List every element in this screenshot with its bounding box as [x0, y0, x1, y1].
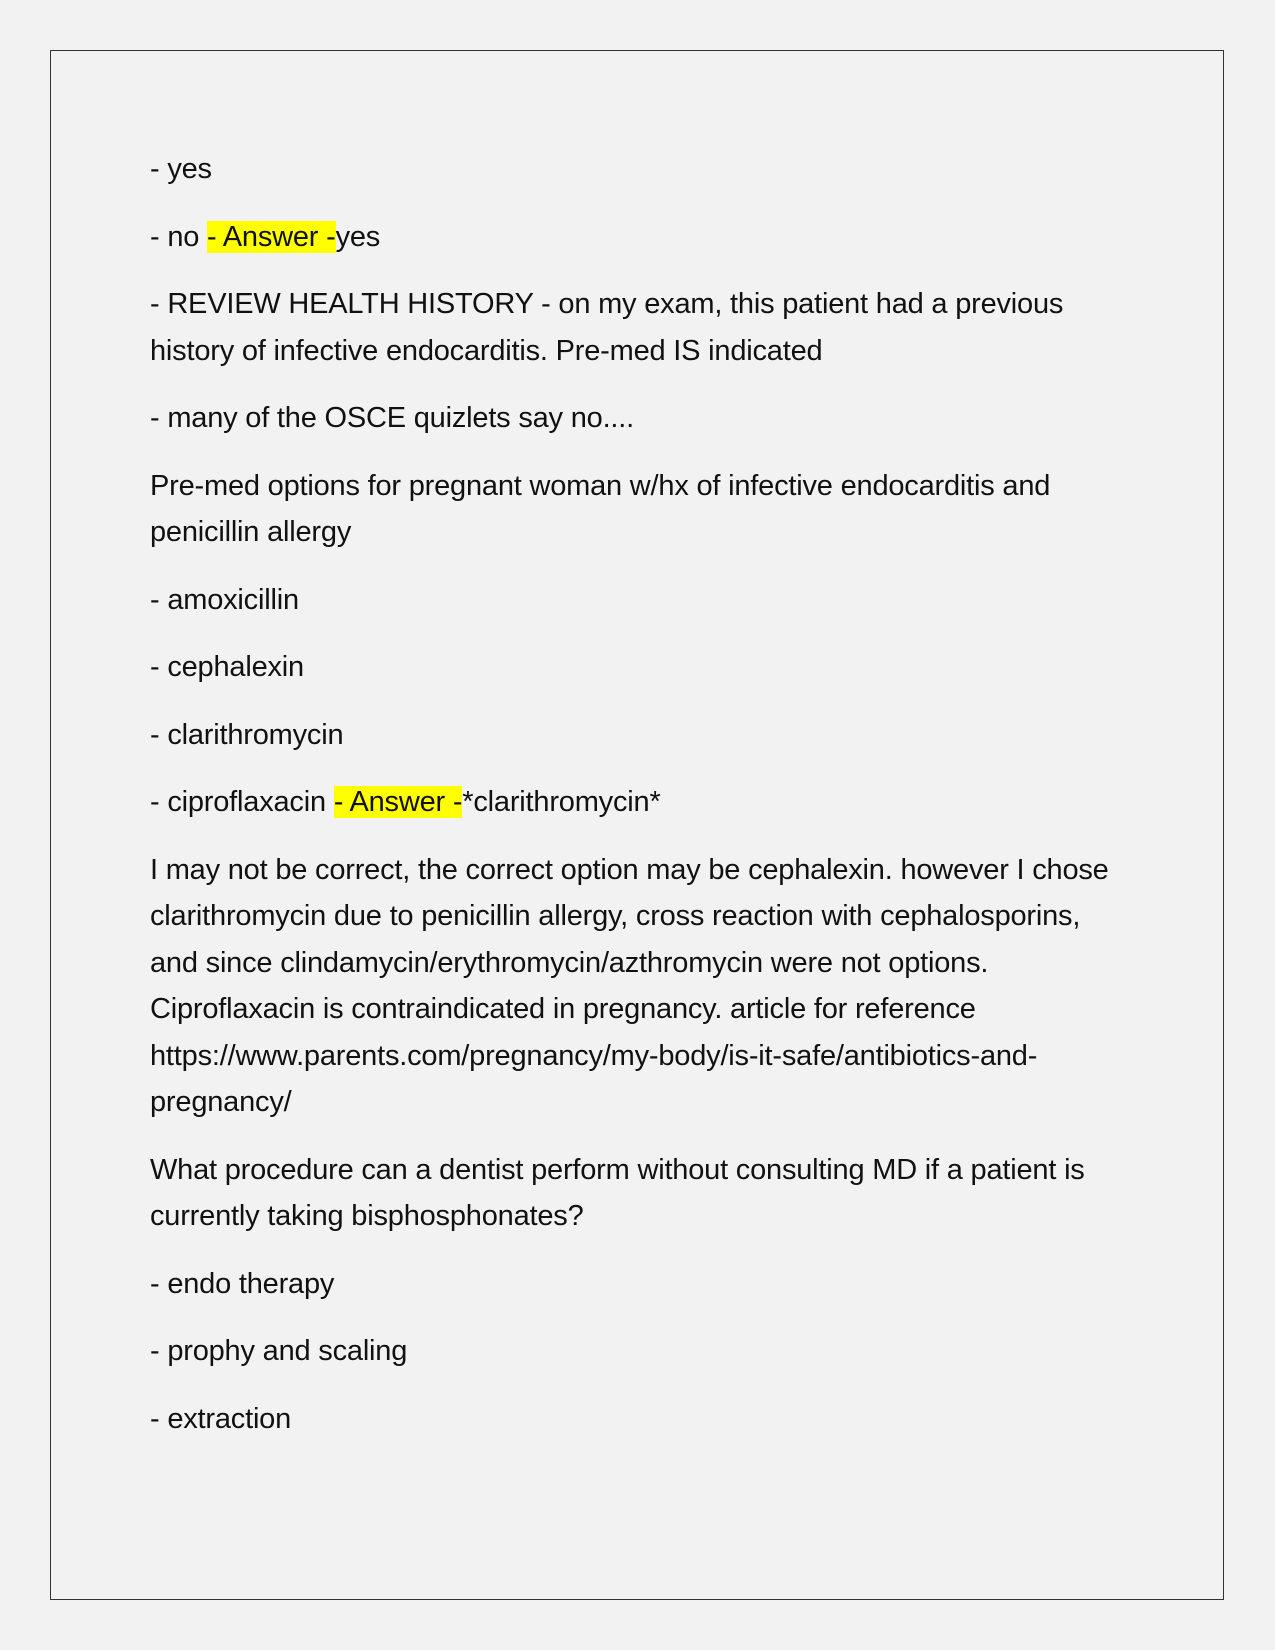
option-prophy-scaling: - prophy and scaling [150, 1335, 408, 1367]
answer-prefix: - ciproflaxacin [150, 786, 334, 818]
option-yes: - yes [150, 153, 212, 185]
answer-value: yes [335, 220, 381, 253]
answer-line-1 [150, 214, 1130, 261]
answer-value: *clarithromycin* [462, 786, 661, 818]
option-cephalexin: - cephalexin [150, 651, 304, 683]
option-amoxicillin: - amoxicillin [150, 583, 299, 616]
question-premed: Pre-med options for pregnant woman w/hx of infective endocarditis and penicillin allergy [150, 469, 1051, 548]
quizlet-note: - many of the OSCE quizlets say no.... [150, 402, 634, 434]
review-note: - REVIEW HEALTH HISTORY - on my exam, this patient had a previous history of infective endocarditis. Pre-med IS indicated [150, 288, 1064, 367]
option-clarithromycin: - clarithromycin [150, 718, 344, 751]
answer-highlight: - Answer - [333, 786, 463, 818]
document-body [150, 146, 1130, 1463]
answer-prefix: - no [150, 220, 208, 253]
question-bisphosphonates: What procedure can a dentist perform without consulting MD if a patient is currently taking bisphosphonates? [150, 1153, 1085, 1232]
explanation-paragraph: I may not be correct, the correct option may be cephalexin. however I chose clarithromycin due to penicillin allergy, cross reaction with cephalosporins, and since clindamycin/erythromycin/azthromycin were not options. Ciproflaxacin is contraindicated in pregnancy. article for reference https://www.parents.com/pregnancy/my-body/is-it-safe/antibiotics-and-pregnancy/ [150, 853, 1109, 1118]
answer-line-2 [150, 779, 1130, 826]
answer-highlight: - Answer - [207, 220, 336, 253]
option-endo-therapy: - endo therapy [150, 1267, 335, 1300]
option-extraction: - extraction [150, 1402, 292, 1435]
